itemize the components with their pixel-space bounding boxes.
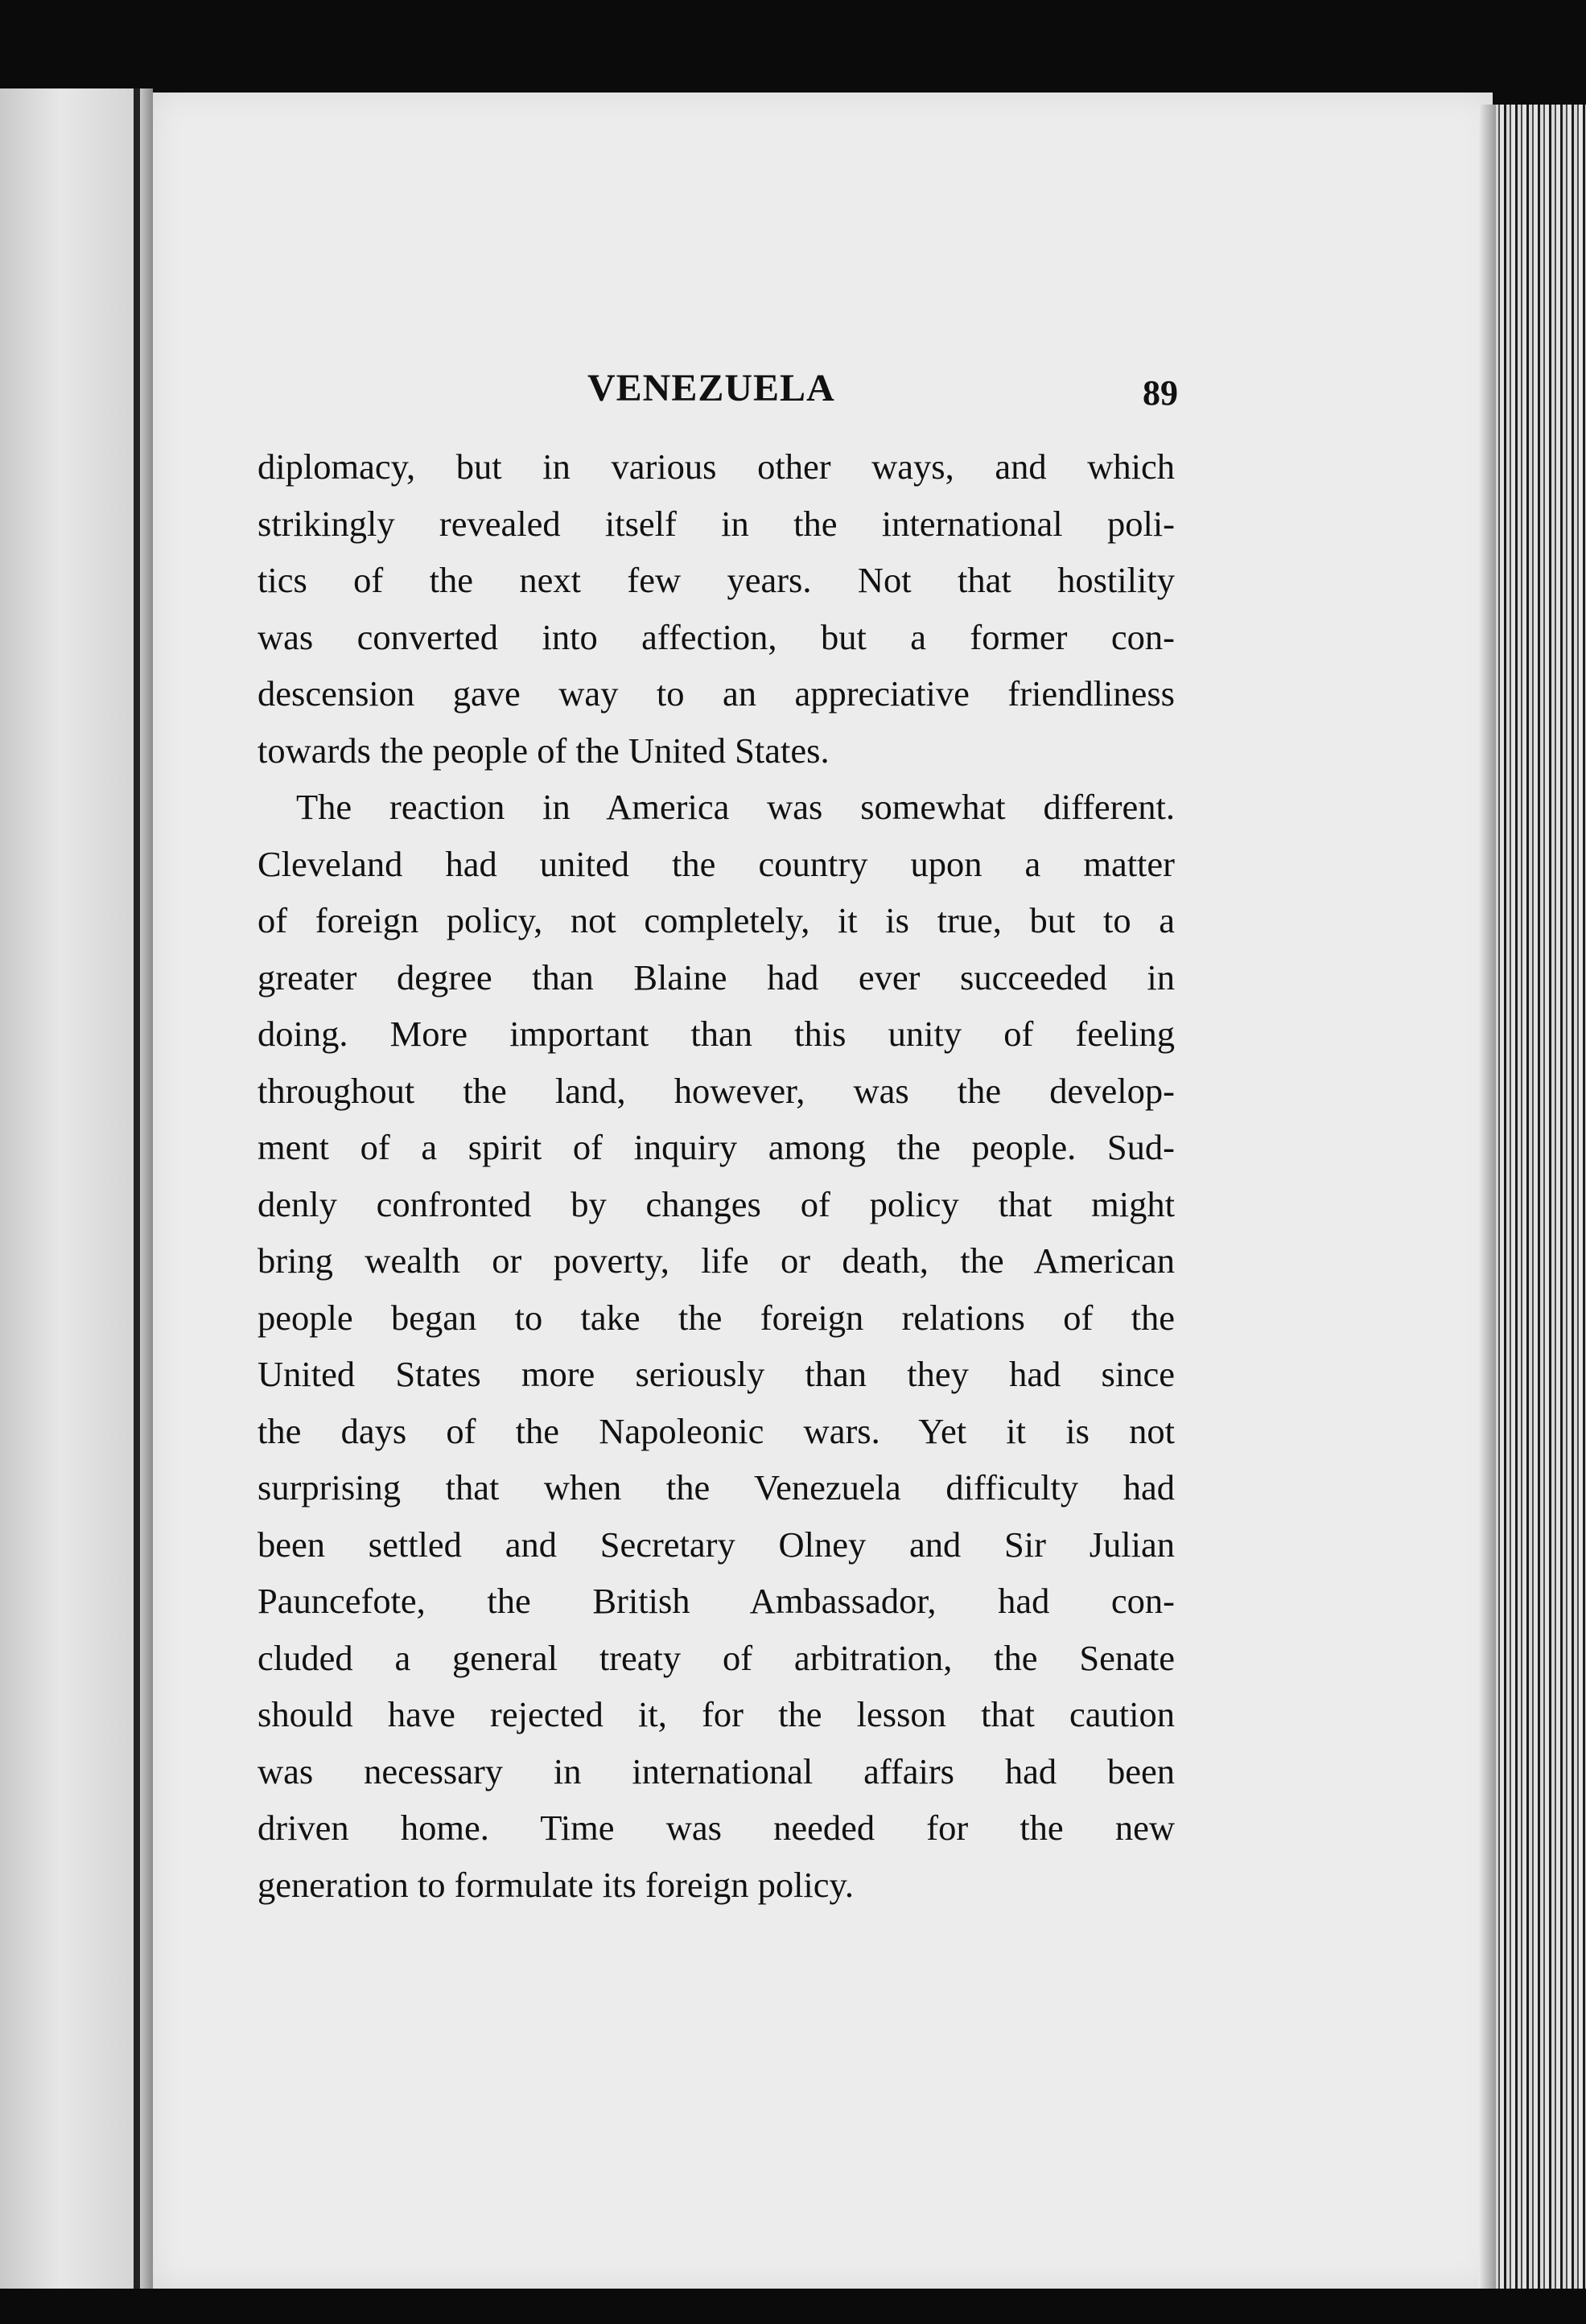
text-line: descension gave way to an appreciative friendliness — [257, 673, 1175, 714]
right-page-stack-edge — [1493, 105, 1586, 2293]
left-page-edge — [0, 88, 153, 2309]
text-line: denly confronted by changes of policy that might — [257, 1183, 1175, 1224]
body-text — [257, 438, 1175, 1913]
text-line: cluded a general treaty of arbitration, the Senate — [257, 1637, 1175, 1678]
text-line: driven home. Time was needed for the new — [257, 1808, 1175, 1848]
text-line: Cleveland had united the country upon a matter — [257, 843, 1175, 884]
text-line: was converted into affection, but a former con- — [257, 616, 1175, 657]
text-line: towards the people of the United States. — [257, 730, 830, 771]
book-page — [153, 93, 1493, 2289]
text-line: The reaction in America was somewhat different. — [296, 787, 1175, 827]
bottom-border — [0, 2289, 1586, 2324]
text-line: was necessary in international affairs had been — [257, 1750, 1175, 1791]
text-line: people began to take the foreign relations of the — [257, 1297, 1175, 1338]
text-line: tics of the next few years. Not that hostility — [257, 560, 1175, 600]
text-line: Pauncefote, the British Ambassador, had con- — [257, 1581, 1175, 1621]
text-line: surprising that when the Venezuela difficulty had — [257, 1467, 1175, 1508]
text-line: ment of a spirit of inquiry among the people. Sud- — [257, 1127, 1175, 1167]
text-line: been settled and Secretary Olney and Sir Julian — [257, 1524, 1175, 1565]
text-line: generation to formulate its foreign policy. — [257, 1864, 855, 1905]
text-line: doing. More important than this unity of feeling — [257, 1014, 1175, 1054]
page-number: 89 — [1143, 373, 1178, 413]
text-line: of foreign policy, not completely, it is true, but to a — [257, 900, 1175, 940]
text-line: bring wealth or poverty, life or death, the American — [257, 1240, 1175, 1281]
text-line: should have rejected it, for the lesson that caution — [257, 1694, 1175, 1734]
text-line: United States more seriously than they had since — [257, 1354, 1175, 1394]
text-line: throughout the land, however, was the develop- — [257, 1070, 1175, 1111]
text-line: strikingly revealed itself in the international poli- — [257, 503, 1175, 544]
text-line: greater degree than Blaine had ever succeeded in — [257, 956, 1175, 997]
text-line: the days of the Napoleonic wars. Yet it is not — [257, 1410, 1175, 1451]
text-line: diplomacy, but in various other ways, and which — [257, 446, 1175, 487]
running-head — [153, 366, 1493, 422]
running-head-title: VENEZUELA — [587, 367, 835, 409]
